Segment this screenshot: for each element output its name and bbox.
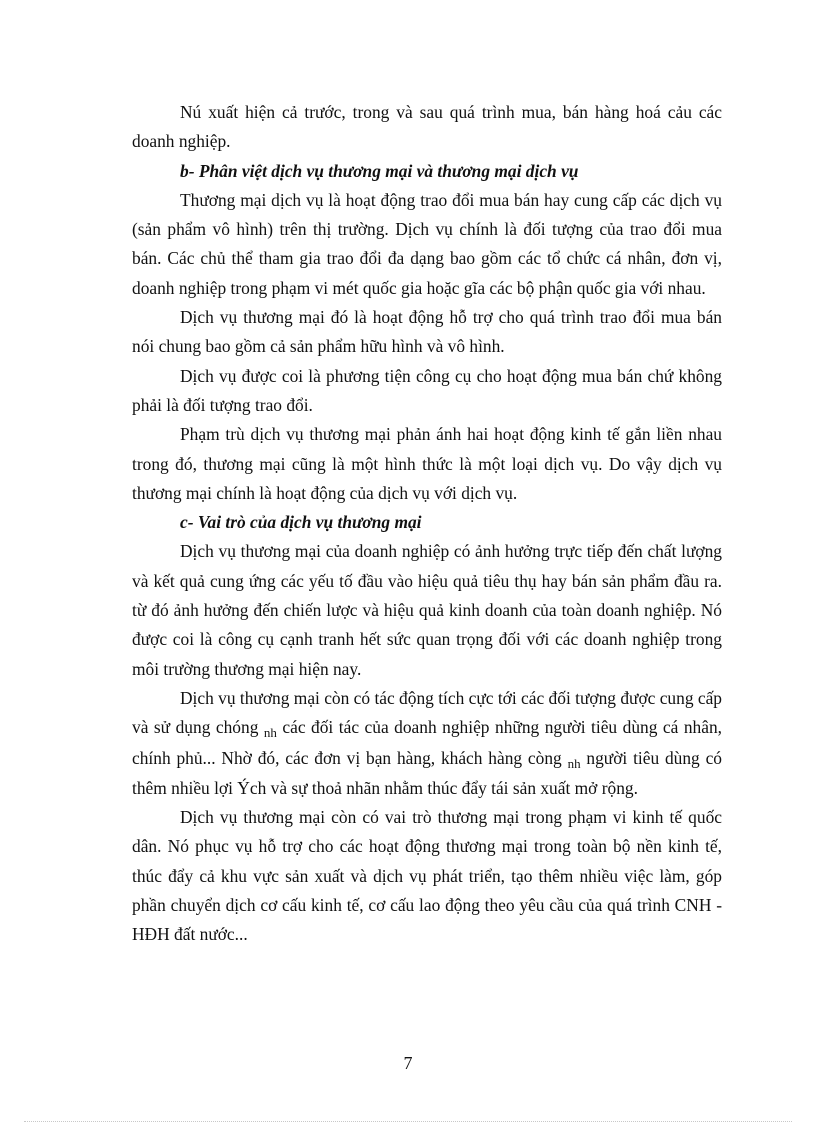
paragraph-1: Nú xuất hiện cả trước, trong và sau quá trình mua, bán hàng hoá cảu các doanh nghiệp. bbox=[132, 102, 722, 152]
paragraph-7-subscript-2: nh bbox=[567, 755, 581, 771]
paragraph-8: Dịch vụ thương mại còn có vai trò thương mại trong phạm vi kinh tế quốc dân. Nó phục vụ hỗ trợ cho các hoạt động thương mại trong toàn bộ nền kinh tế, thúc đẩy cả khu vực sản xuất và dịch vụ phát triển, tạo thêm nhiều việc làm, góp phần chuyển dịch cơ cấu kinh tế, cơ cấu lao động theo yêu cầu của quá trình CNH - HĐH đất nước... bbox=[132, 807, 722, 945]
paragraph-5: Phạm trù dịch vụ thương mại phản ánh hai hoạt động kinh tế gắn liền nhau trong đó, thương mại cũng là một hình thức là một loại dịch vụ. Do vậy dịch vụ thương mại chính là hoạt động của dịch vụ với dịch vụ. bbox=[132, 424, 722, 503]
page-number: 7 bbox=[403, 1053, 413, 1073]
paragraph-3: Dịch vụ thương mại đó là hoạt động hỗ trợ cho quá trình trao đổi mua bán nói chung bao gồm cả sản phẩm hữu hình và vô hình. bbox=[132, 307, 722, 357]
paragraph-7 bbox=[132, 684, 722, 803]
paragraph-7-part-a: Dịch vụ thương mại còn có tác động tích cực tới các đối tượng được cung cấp và sử dụng chóng bbox=[132, 687, 722, 738]
paragraph-7-part-c: người tiêu dùng có thêm nhiều lợi Ých và sự thoả nhãn nhằm thúc đẩy tái sản xuất mở rộng. bbox=[132, 747, 722, 798]
body-text bbox=[132, 98, 722, 950]
paragraph-7-part-b: các đối tác của doanh nghiệp những người tiêu dùng cá nhân, chính phủ... Nhờ đó, các đơn vị bạn hàng, khách hàng còng bbox=[132, 717, 722, 768]
heading-c: c- Vai trò của dịch vụ thương mại bbox=[180, 512, 422, 533]
paragraph-2: Thương mại dịch vụ là hoạt động trao đổi mua bán hay cung cấp các dịch vụ (sản phẩm vô hình) trên thị trường. Dịch vụ chính là đối tượng của trao đổi mua bán. Các chủ thể tham gia trao đổi đa dạng bao gồm các tổ chức cá nhân, đơn vị, doanh nghiệp trong phạm vi mét quốc gia hoặc gĩa các bộ phận quốc gia với nhau. bbox=[132, 189, 722, 298]
paragraph-6: Dịch vụ thương mại của doanh nghiệp có ảnh hưởng trực tiếp đến chất lượng và kết quả cung ứng các yếu tố đầu vào hiệu quả tiêu thụ hay bán sản phẩm đầu ra. từ đó ảnh hưởng đến chiến lược và hiệu quả kinh doanh của toàn doanh nghiệp. Nó được coi là công cụ cạnh tranh hết sức quan trọng đối với các doanh nghiệp trong môi trường thương mại hiện nay. bbox=[132, 541, 722, 679]
paragraph-4: Dịch vụ được coi là phương tiện công cụ cho hoạt động mua bán chứ không phải là đối tượng trao đổi. bbox=[132, 365, 722, 415]
paragraph-7-subscript-1: nh bbox=[263, 725, 277, 741]
page-bottom-divider bbox=[24, 1121, 792, 1122]
heading-b: b- Phân việt dịch vụ thương mại và thương mại dịch vụ bbox=[180, 160, 579, 181]
